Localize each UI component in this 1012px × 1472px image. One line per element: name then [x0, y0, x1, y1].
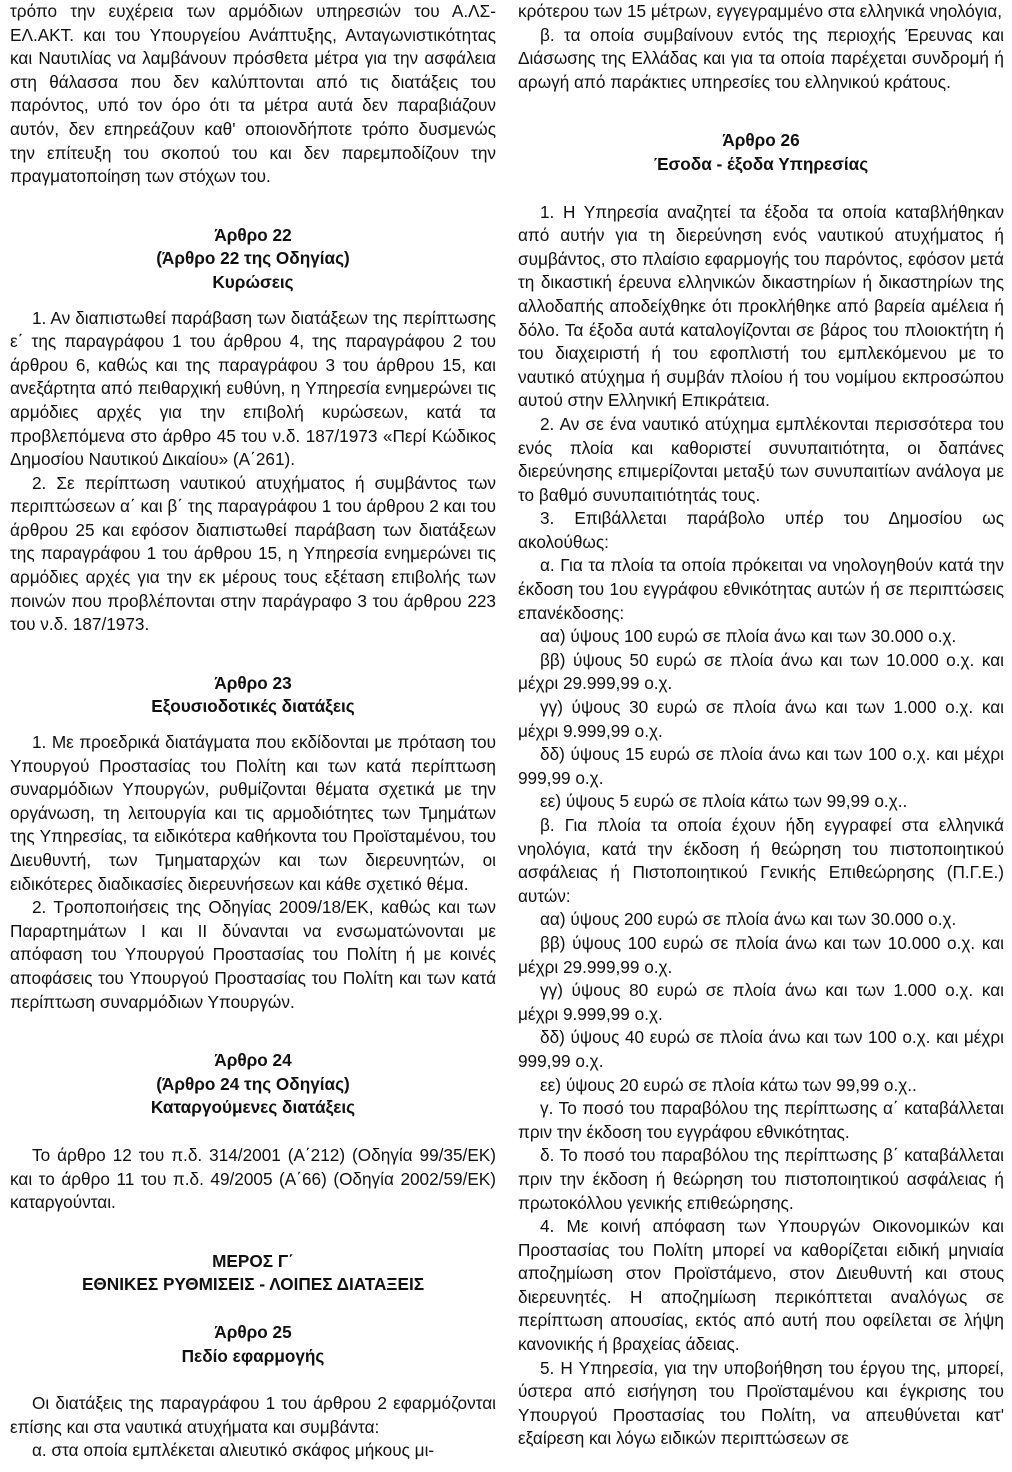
right-column: [518, 0, 1004, 1472]
fee-item: γγ) ύψους 30 ευρώ σε πλοία άνω και των 1.000 ο.χ. και μέχρι 9.999,99 ο.χ.: [518, 697, 1004, 741]
article-25-continuation: κρότερου των 15 μέτρων, εγγεγραμμένο στα ελληνικά νηολόγια,: [518, 1, 1002, 21]
article-26-paragraph-5: 5. Η Υπηρεσία, για την υποβοήθηση του έργου της, μπορεί, ύστερα από εισήγηση του Προϊσταμένου και έγκρισης του Υπουργού Προστασίας του Πολίτη, να απευθύνεται κατ' εξαίρεση και λόγω ειδικών περιπτώσεων σε: [518, 1357, 1004, 1449]
article-heading: Άρθρο 24: [214, 1050, 292, 1071]
article-subheading: (Άρθρο 22 της Οδηγίας): [156, 248, 350, 269]
part-c-header: [10, 1250, 496, 1297]
article-26-paragraph-4: 4. Με κοινή απόφαση των Υπουργών Οικονομικών και Προστασίας του Πολίτη μπορεί να καθορίζεται ειδική μηνιαία αποζημίωση στον Προϊστάμενο, στον Διευθυντή και στους διερευνητές. Η αποζημίωση περικόπτεται αναλόγως σε περίπτωση απουσίας, εκτός από αυτή που οφείλεται σε λήψη κανονικής ή βραχείας άδειας.: [518, 1216, 1004, 1355]
article-26-item-a: α. Για τα πλοία τα οποία πρόκειται να νηολογηθούν κατά την έκδοση του 1ου εγγράφου εθνικότητας αυτών ή σε περιπτώσεις επανέκδοσης:: [518, 555, 1004, 623]
article-25-paragraph-1: Οι διατάξεις της παραγράφου 1 του άρθρου 2 εφαρμόζονται επίσης και στα ναυτικά ατυχήματα και συμβάντα:: [10, 1393, 496, 1437]
intro-paragraph: τρόπο την ευχέρεια των αρμόδιων υπηρεσιών του Α.ΛΣ-ΕΛ.ΑΚΤ. και του Υπουργείου Ανάπτυξης, Ανταγωνιστικότητας και Ναυτιλίας να λαμβάνουν πρόσθετα μέτρα για την ασφάλεια στη θάλασσα που δεν καλύπτονται από τις διατάξεις του παρόντος, υπό τον όρο ότι τα μέτρα αυτά δεν παραβιάζουν αυτόν, δεν επηρεάζουν καθ' οποιονδήποτε τρόπο δυσμενώς την επίτευξη του σκοπού του και δεν παρεμποδίζουν την πραγματοποίηση των στόχων του.: [10, 1, 496, 187]
article-title: Εξουσιοδοτικές διατάξεις: [151, 696, 355, 717]
article-heading: Άρθρο 22: [214, 224, 292, 245]
article-26-paragraph-2: 2. Αν σε ένα ναυτικό ατύχημα εμπλέκονται περισσότερα του ενός πλοία και καθοριστεί συνυπαιτιότητα, οι δαπάνες διερεύνησης επιμερίζονται μεταξύ των συνυπαιτίων ανάλογα με το βαθμό συνυπαιτιότητάς τους.: [518, 413, 1004, 505]
article-26-item-b: β. Για πλοία τα οποία έχουν ήδη εγγραφεί στα ελληνικά νηολόγια, κατά την έκδοση ή θεώρηση του πιστοποιητικού ασφάλειας ή Πιστοποιητικού Γενικής Επιθεώρησης (Π.Γ.Ε.) αυτών:: [518, 815, 1004, 906]
article-25-item-a: α. στα οποία εμπλέκεται αλιευτικό σκάφος μήκους μι-: [32, 1440, 435, 1461]
article-26-item-d: δ. Το ποσό του παραβόλου της περίπτωσης β΄ καταβάλλεται πριν την έκδοση ή θεώρηση του πιστοποιητικού ασφάλειας ή πρωτοκόλλου γενικής επιθεώρησης.: [518, 1145, 1004, 1213]
article-23-paragraph-1: 1. Με προεδρικά διατάγματα που εκδίδονται με πρόταση του Υπουργού Προστασίας του Πολίτη και των κατά περίπτωση συναρμόδιων Υπουργών, ρυθμίζονται θέματα σχετικά με την οργάνωση, τη λειτουργία και τις αρμοδιότητες των Τμημάτων της Υπηρεσίας, τα ειδικότερα καθήκοντα του Προϊσταμένου, του Διευθυντή, των Τμηματαρχών και των διερευνητών, οι ειδικότερες διαδικασίες διερευνήσεων και κάθε σχετικό θέμα.: [10, 732, 496, 894]
article-23-paragraph-2: 2. Τροποποιήσεις της Οδηγίας 2009/18/ΕΚ, καθώς και των Παραρτημάτων Ι και ΙΙ δύνανται να ενσωματώνονται με απόφαση του Υπουργού Προστασίας του Πολίτη ή με κοινές αποφάσεις του Υπουργού Προστασίας του Πολίτη και των κατά περίπτωση συναρμόδιων Υπουργών.: [10, 897, 496, 1012]
article-heading: Άρθρο 26: [722, 130, 800, 151]
article-title: Καταργούμενες διατάξεις: [150, 1097, 356, 1118]
article-26-paragraph-1: 1. Η Υπηρεσία αναζητεί τα έξοδα τα οποία καταβλήθηκαν από αυτήν για τη διερεύνηση ενός ναυτικού ατυχήματος ή συμβάντος, στο πλαίσιο εφαρμογής του παρόντος, εφόσον μετά τη δικαστική έρευνα ελληνικών δικαστηρίων ή δικαστηρίων της αλλοδαπής αποδείχθηκε ότι προκλήθηκε από βαρεία αμέλεια ή δόλο. Τα έξοδα αυτά καταλογίζονται σε βάρος του πλοιοκτήτη ή του διαχειριστή ή του εφοπλιστή του εμπλεκόμενου με το ναυτικό ατύχημα ή συμβάν πλοίου ή του νομίμου εκπροσώπου αυτού στην Ελληνική Επικράτεια.: [518, 201, 1004, 411]
article-26-header: [518, 129, 1004, 176]
article-22-header: [10, 224, 496, 295]
fee-item: ββ) ύψους 50 ευρώ σε πλοία άνω και των 10.000 ο.χ. και μέχρι 29.999,99 ο.χ.: [518, 649, 1004, 694]
fee-item: αα) ύψους 200 ευρώ σε πλοία άνω και των 30.000 ο.χ.: [540, 909, 957, 930]
fee-item: γγ) ύψους 80 ευρώ σε πλοία άνω και των 1.000 ο.χ. και μέχρι 9.999,99 ο.χ.: [518, 980, 1004, 1024]
fee-item: δδ) ύψους 15 ευρώ σε πλοία άνω και των 100 ο.χ. και μέχρι 999,99 ο.χ.: [518, 744, 1004, 788]
fee-item: εε) ύψους 5 ευρώ σε πλοία κάτω των 99,99 ο.χ..: [540, 791, 908, 812]
article-25-header: [10, 1321, 496, 1368]
article-heading: Άρθρο 25: [214, 1321, 292, 1342]
fee-item: εε) ύψους 20 ευρώ σε πλοία κάτω των 99,99 ο.χ..: [540, 1074, 917, 1095]
article-23-header: [10, 672, 496, 719]
fee-item: ββ) ύψους 100 ευρώ σε πλοία άνω και των 10.000 ο.χ. και μέχρι 29.999,99 ο.χ.: [518, 932, 1004, 977]
article-24-paragraph-1: Το άρθρο 12 του π.δ. 314/2001 (Α΄212) (Οδηγία 99/35/ΕΚ) και το άρθρο 11 του π.δ. 49/2005 (Α΄66) (Οδηγία 2002/59/ΕΚ) καταργούνται.: [10, 1144, 496, 1213]
fee-item: δδ) ύψους 40 ευρώ σε πλοία άνω και των 100 ο.χ. και μέχρι 999,99 ο.χ.: [518, 1027, 1004, 1071]
article-title: Έσοδα - έξοδα Υπηρεσίας: [653, 153, 869, 174]
article-title: Κυρώσεις: [212, 271, 294, 292]
left-column: [10, 0, 496, 1472]
part-heading: ΜΕΡΟΣ Γ΄: [212, 1250, 294, 1271]
article-26-item-c: γ. Το ποσό του παραβόλου της περίπτωσης α΄ καταβάλλεται πριν την έκδοση του εγγράφου εθνικότητας.: [518, 1098, 1004, 1142]
part-title: ΕΘΝΙΚΕΣ ΡΥΘΜΙΣΕΙΣ - ΛΟΙΠΕΣ ΔΙΑΤΑΞΕΙΣ: [81, 1274, 425, 1295]
article-subheading: (Άρθρο 24 της Οδηγίας): [156, 1073, 350, 1094]
article-22-paragraph-1: 1. Αν διαπιστωθεί παράβαση των διατάξεων της περίπτωσης ε΄ της παραγράφου 1 του άρθρου 4, της παραγράφου 2 του άρθρου 6, καθώς και της παραγράφου 3 του άρθρου 15, και ανεξάρτητα από πειθαρχική ευθύνη, η Υπηρεσία ενημερώνει τις αρμόδιες αρχές για την επιβολή κυρώσεων, κατά τα προβλεπόμενα στο άρθρο 45 του ν.δ. 187/1973 «Περί Κώδικος Δημοσίου Ναυτικού Δικαίου» (Α΄261).: [10, 307, 496, 470]
article-heading: Άρθρο 23: [214, 672, 292, 693]
article-22-paragraph-2: 2. Σε περίπτωση ναυτικού ατυχήματος ή συμβάντος των περιπτώσεων α΄ και β΄ της παραγράφου 1 του άρθρου 2 και του άρθρου 25 και εφόσον διαπιστωθεί παράβαση των διατάξεων της παραγράφου 1 του άρθρου 15, η Υπηρεσία ενημερώνει τις αρμόδιες αρχές για την εκ μέρους τους εξέταση επιβολής των ποινών που προβλέπονται στην παράγραφο 3 του άρθρου 223 του ν.δ. 187/1973.: [10, 472, 496, 635]
article-24-header: [10, 1049, 496, 1120]
article-26-paragraph-3: 3. Επιβάλλεται παράβολο υπέρ του Δημοσίου ως ακολούθως:: [518, 508, 1004, 552]
article-25-item-b: β. τα οποία συμβαίνουν εντός της περιοχής Έρευνας και Διάσωσης της Ελλάδας και για τα οποία παρέχεται συνδρομή ή αρωγή από παράκτιες υπηρεσίες του ελληνικού κράτους.: [518, 24, 1004, 92]
article-title: Πεδίο εφαρμογής: [181, 1345, 325, 1366]
fee-item: αα) ύψους 100 ευρώ σε πλοία άνω και των 30.000 ο.χ.: [540, 626, 957, 647]
